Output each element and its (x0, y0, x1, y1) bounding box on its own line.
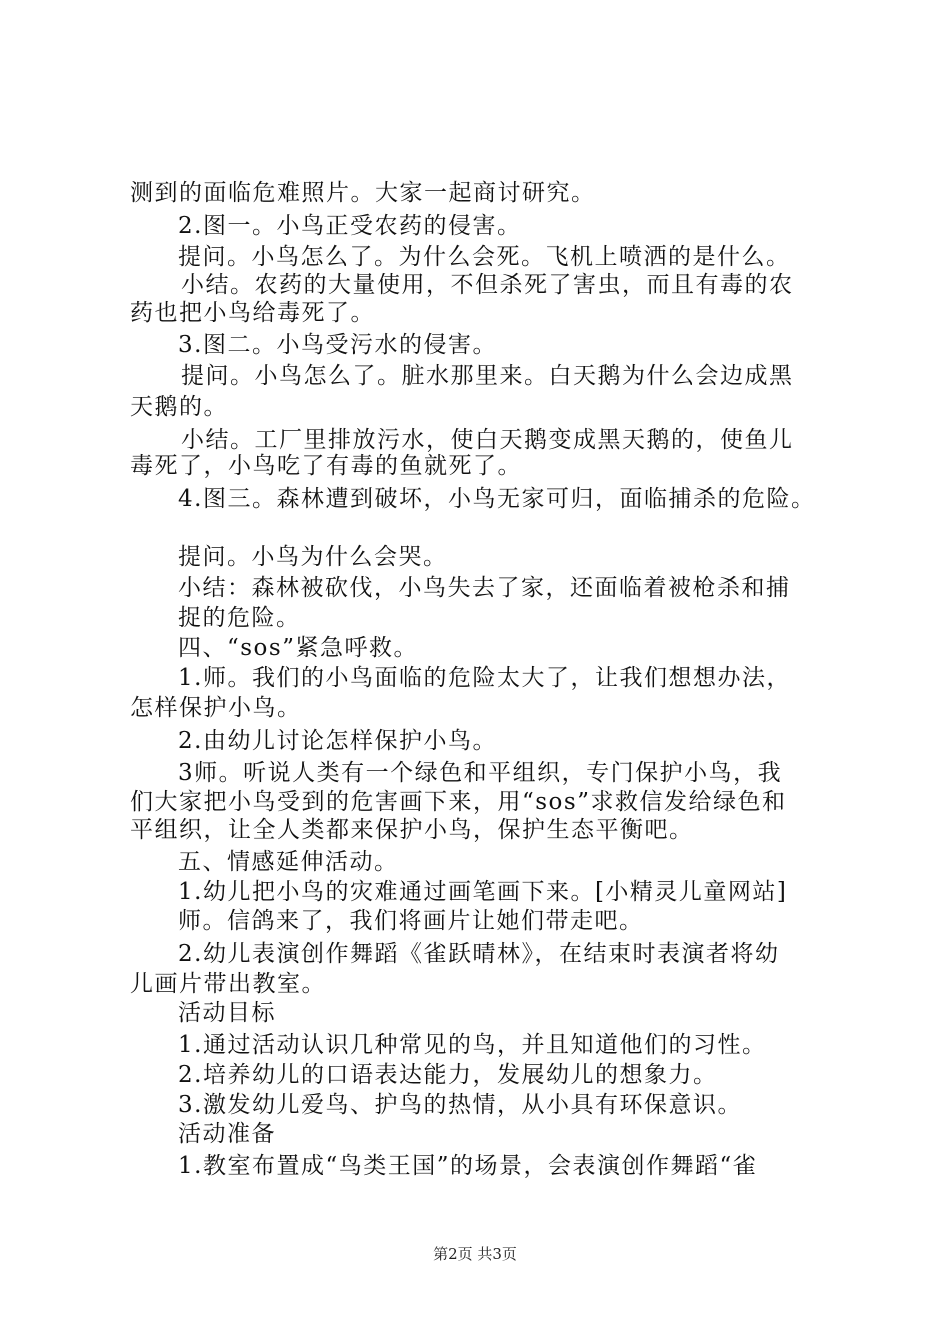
page-number-footer: 第2页 共3页 (433, 1245, 517, 1263)
text-line: 四、“sos”紧急呼救。 (178, 635, 418, 661)
text-line: 3.图二。小鸟受污水的侵害。 (178, 332, 497, 358)
section-heading: 活动准备 (178, 1121, 276, 1147)
text-line: 天鹅的。 (130, 394, 228, 420)
text-line: 2.由幼儿讨论怎样保护小鸟。 (178, 728, 497, 754)
section-heading: 活动目标 (178, 1000, 276, 1026)
text-line: 1.师。我们的小鸟面临的危险太大了，让我们想想办法， (178, 665, 791, 691)
text-line: 提问。小鸟为什么会哭。 (178, 544, 448, 570)
text-line: 小结：森林被砍伐，小鸟失去了家，还面临着被枪杀和捕 (178, 575, 791, 601)
text-line: 1.教室布置成“鸟类王国”的场景，会表演创作舞蹈“雀 (178, 1153, 758, 1179)
text-line: 怎样保护小鸟。 (130, 695, 302, 721)
text-line: 药也把小鸟给毒死了。 (130, 300, 375, 326)
text-line: 1.幼儿把小鸟的灾难通过画笔画下来。[小精灵儿童网站] (178, 879, 788, 905)
text-line: 1.通过活动认识几种常见的鸟，并且知道他们的习性。 (178, 1032, 767, 1058)
text-line: 们大家把小鸟受到的危害画下来，用“sos”求救信发给绿色和 (130, 789, 787, 815)
text-line: 小结。工厂里排放污水，使白天鹅变成黑天鹅的，使鱼儿 (181, 427, 794, 453)
text-line: 2.培养幼儿的口语表达能力，发展幼儿的想象力。 (178, 1062, 718, 1088)
text-line: 捉的危险。 (178, 605, 301, 631)
text-line: 平组织，让全人类都来保护小鸟，保护生态平衡吧。 (130, 817, 694, 843)
text-line: 儿画片带出教室。 (130, 971, 326, 997)
text-line: 毒死了，小鸟吃了有毒的鱼就死了。 (130, 453, 522, 479)
text-line: 4.图三。森林遭到破坏，小鸟无家可归，面临捕杀的危险。 (178, 486, 816, 512)
text-line: 3.激发幼儿爱鸟、护鸟的热情，从小具有环保意识。 (178, 1092, 742, 1118)
text-line: 师。信鸽来了，我们将画片让她们带走吧。 (178, 908, 644, 934)
text-line: 提问。小鸟怎么了。脏水那里来。白天鹅为什么会边成黑 (181, 363, 794, 389)
text-line: 2.图一。小鸟正受农药的侵害。 (178, 213, 522, 239)
text-line: 五、情感延伸活动。 (178, 849, 399, 875)
text-line: 提问。小鸟怎么了。为什么会死。飞机上喷洒的是什么。 (178, 244, 791, 270)
text-line: 3师。听说人类有一个绿色和平组织，专门保护小鸟，我 (178, 760, 783, 786)
text-line: 小结。农药的大量使用，不但杀死了害虫，而且有毒的农 (181, 272, 794, 298)
text-line: 测到的面临危难照片。大家一起商讨研究。 (130, 180, 596, 206)
text-line: 2.幼儿表演创作舞蹈《雀跃晴林》，在结束时表演者将幼 (178, 941, 780, 967)
